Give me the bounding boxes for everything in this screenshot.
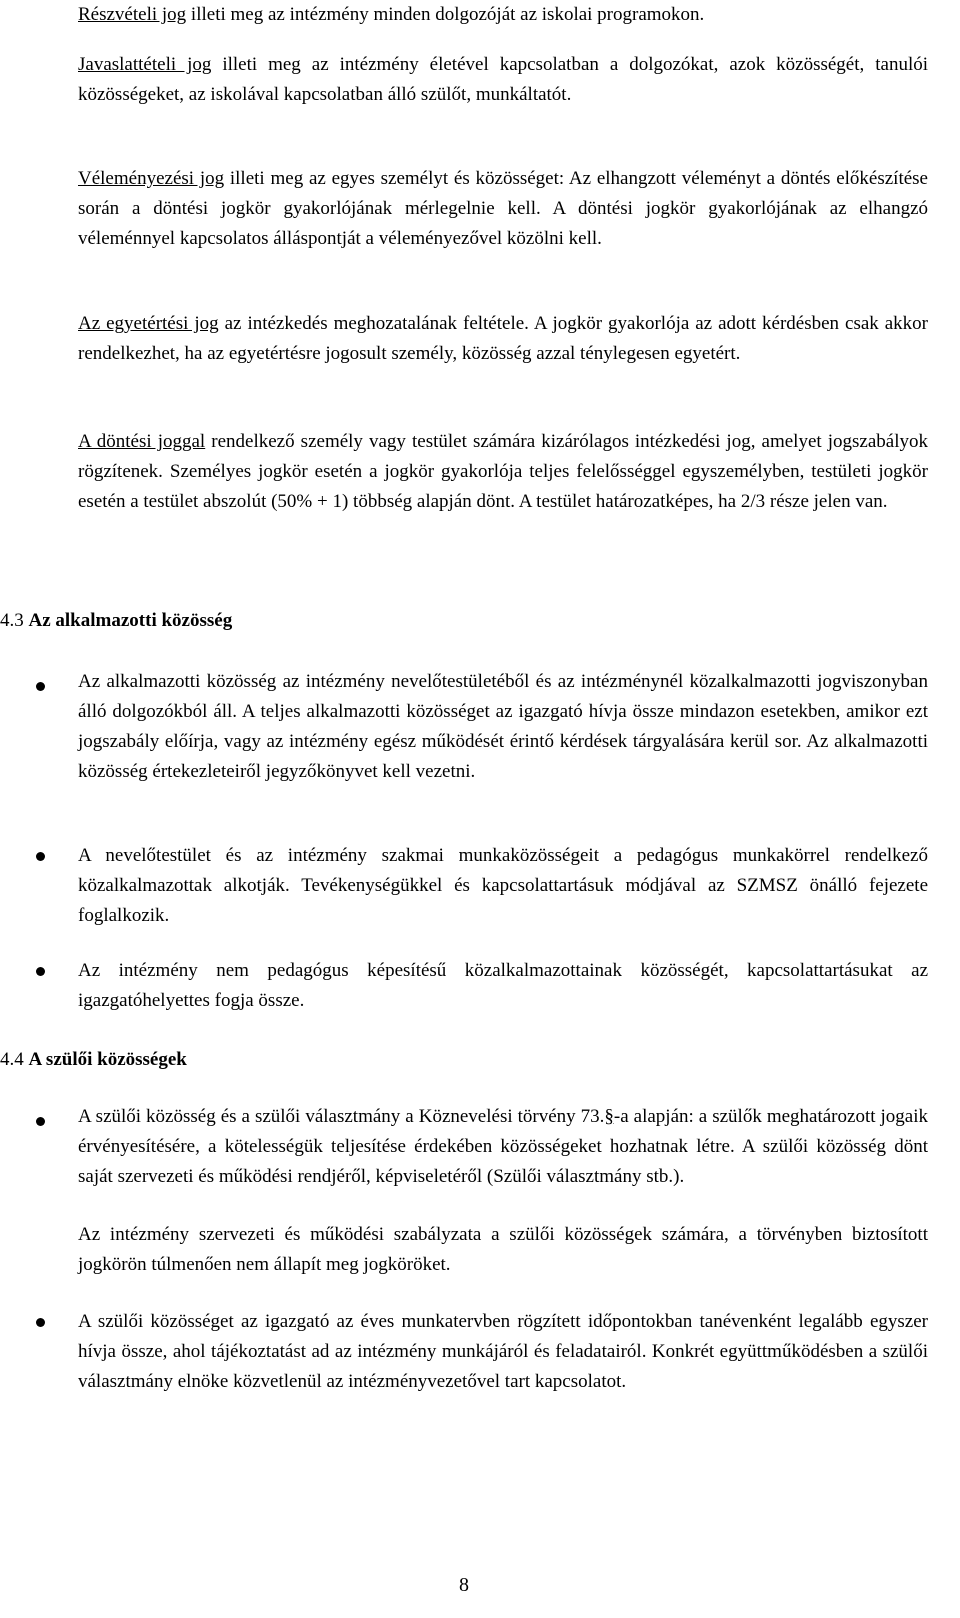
list-item: Az intézmény nem pedagógus képesítésű közalkalmazottainak közösségét, kapcsolattartásukat az igazgatóhelyettes fogja össze. — [78, 960, 928, 1011]
term-proposal-right: Javaslattételi jog — [78, 54, 212, 75]
list-item: A szülői közösséget az igazgató az éves munkatervben rögzített időpontokban tanévenként legalább egyszer hívja össze, ahol tájékoztatást ad az intézmény munkájáról és feladatairól. Konkrét együttműködésben a szülői választmány elnöke közvetlenül az intézményvezetővel tart kapcsolatot. — [78, 1311, 928, 1392]
bullet-icon — [36, 1318, 45, 1327]
section-sign: § — [604, 1106, 614, 1127]
section-title: A szülői közösségek — [28, 1049, 187, 1070]
bullet-icon — [36, 967, 45, 976]
paragraph-decision-right — [78, 427, 928, 517]
paragraph-participation-right — [78, 0, 928, 30]
section-number: 4.4 — [0, 1049, 24, 1070]
paragraph-text: illeti meg az intézmény életével kapcsolatban a dolgozókat, azok közösségét, tanulói közösségeket, az iskolával kapcsolatban álló szülőt, munkáltatót. — [78, 54, 928, 105]
list-item: Az alkalmazotti közösség az intézmény nevelőtestületéből és az intézménynél közalkalmazotti jogviszonyban álló dolgozókból áll. A teljes alkalmazotti közösséget az igazgató hívja össze mindazon esetekben, amikor ezt jogszabály előírja, vagy az intézmény egész működését érintő kérdések tárgyalására kerül sor. Az alkalmazotti közösség értekezleteiről jegyzőkönyvet kell vezetni. — [78, 671, 928, 782]
paragraph-text: rendelkező személy vagy testület számára kizárólagos intézkedési jog, amelyet jogszabályok rögzítenek. Személyes jogkör esetén a jogkör gyakorlója teljes felelősséggel egyszemélyben, testületi jogkör esetén a testület abszolút (50% + 1) többség alapján dönt. A testület határozatképes, ha 2/3 része jelen van. — [78, 431, 928, 512]
bullet-icon — [36, 682, 45, 691]
term-opinion-right: Véleményezési jog — [78, 168, 225, 189]
section-heading-4-4 — [0, 1045, 187, 1075]
list-item: A nevelőtestület és az intézmény szakmai munkaközösségeit a pedagógus munkakörrel rendelkező közalkalmazottak alkotják. Tevékenységükkel és kapcsolattartásuk módjával az SZMSZ önálló fejezete foglalkozik. — [78, 845, 928, 926]
bullet-icon — [36, 1117, 45, 1126]
bullet-icon — [36, 852, 45, 861]
paragraph-text: illeti meg az egyes személyt és közösséget: Az elhangzott véleményt a döntés előkészítése során a döntési jogkör gyakorlójának mérlegelnie kell. A döntési jogkör gyakorlójának az elhangzó véleménnyel kapcsolatos álláspontját a véleményezővel közölni kell. — [78, 168, 928, 249]
section-number: 4.3 — [0, 610, 24, 631]
term-consent-right: Az egyetértési jog — [78, 313, 219, 334]
paragraph-proposal-right — [78, 50, 928, 110]
term-decision-right: A döntési joggal — [78, 431, 206, 452]
paragraph-consent-right — [78, 309, 928, 369]
term-participation-right: Részvételi jog — [78, 4, 187, 25]
page-number: 8 — [459, 1574, 469, 1596]
list-item-text: A szülői közösség és a szülői választmány a Köznevelési törvény 73. — [78, 1106, 605, 1127]
paragraph-opinion-right — [78, 164, 928, 254]
list-item — [78, 1102, 928, 1192]
list-item-continuation: Az intézmény szervezeti és működési szabályzata a szülői közösségek számára, a törvényben biztosított jogkörön túlmenően nem állapít meg jogköröket. — [78, 1224, 928, 1275]
paragraph-text: illeti meg az intézmény minden dolgozóját az iskolai programokon. — [186, 4, 705, 25]
section-heading-4-3 — [0, 606, 232, 636]
list-item-text: -a alapján: a szülők meghatározott jogaik érvényesítésére, a kötelességük teljesítése érdekében közösségeket hozhatnak létre. A szülői közösség dönt saját szervezeti és működési rendjéről, képviseletéről (Szülői választmány stb.). — [78, 1106, 928, 1187]
section-title: Az alkalmazotti közösség — [28, 610, 233, 631]
paragraph-text: az intézkedés meghozatalának feltétele. A jogkör gyakorlója az adott kérdésben csak akkor rendelkezhet, ha az egyetértésre jogosult személy, közösség azzal ténylegesen egyetért. — [78, 313, 928, 364]
